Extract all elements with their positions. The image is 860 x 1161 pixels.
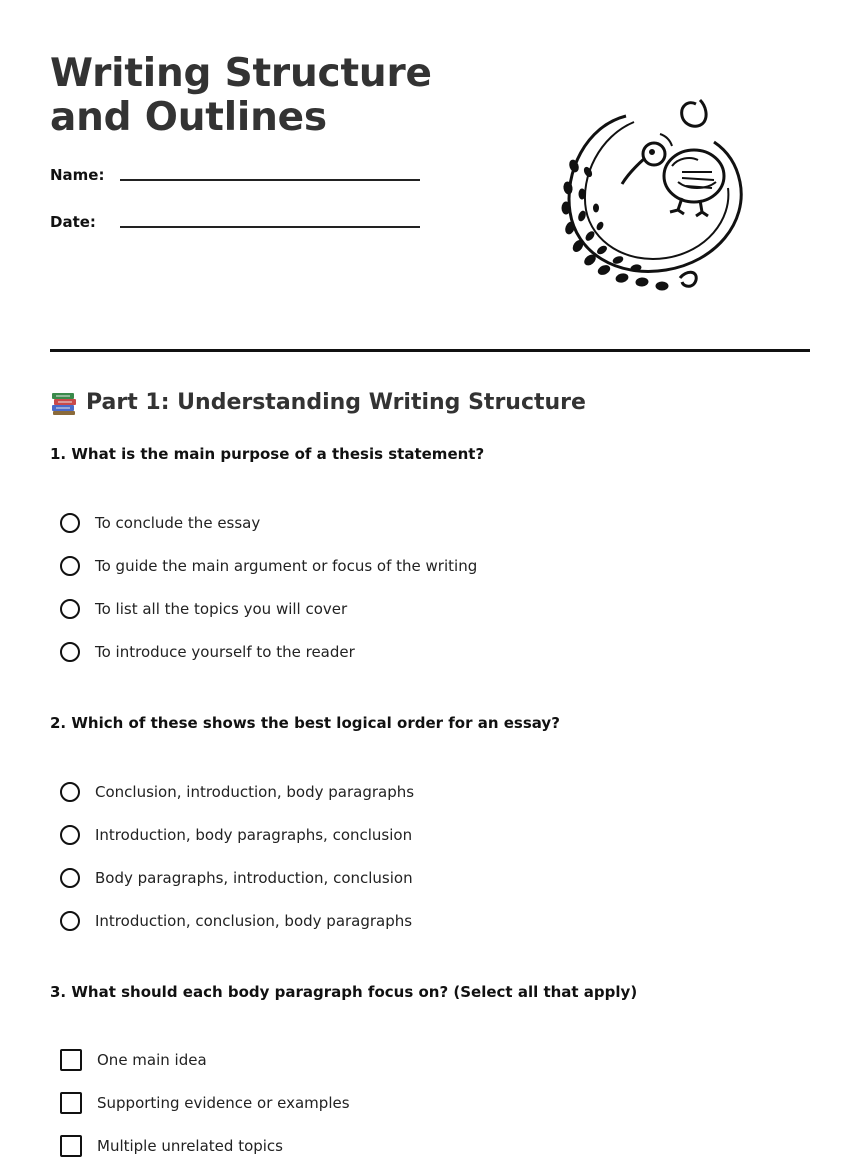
q2-option-2[interactable] [60,822,412,848]
checkbox[interactable] [60,1135,82,1157]
radio-button[interactable] [60,825,80,845]
worksheet-title: Writing Structure and Outlines [50,51,432,140]
books-icon [50,389,78,417]
question-1: 1. What is the main purpose of a thesis statement? [50,445,485,463]
name-field-row [50,165,430,195]
q2-option-1[interactable] [60,779,414,805]
q1-option-1[interactable] [60,510,260,536]
q1-option-2[interactable] [60,553,477,579]
option-label: Supporting evidence or examples [97,1094,350,1112]
radio-button[interactable] [60,599,80,619]
radio-button[interactable] [60,642,80,662]
question-3: 3. What should each body paragraph focus on? (Select all that apply) [50,983,638,1001]
date-input[interactable] [120,226,420,228]
option-label: To conclude the essay [95,514,261,532]
q1-option-3[interactable] [60,596,347,622]
radio-button[interactable] [60,868,80,888]
name-label: Name: [50,166,105,184]
option-label: One main idea [97,1051,207,1069]
q1-option-4[interactable] [60,639,355,665]
section-heading [50,386,586,420]
header-divider [50,349,810,352]
kiwi-bird-logo [556,92,752,298]
option-label: Introduction, conclusion, body paragraphs [95,912,413,930]
option-label: Introduction, body paragraphs, conclusion [95,826,413,844]
option-label: To list all the topics you will cover [95,600,348,618]
option-label: To introduce yourself to the reader [95,643,355,661]
radio-button[interactable] [60,782,80,802]
q3-option-1[interactable] [60,1047,207,1073]
q2-option-4[interactable] [60,908,412,934]
date-label: Date: [50,213,96,231]
option-label: To guide the main argument or focus of the writing [95,557,478,575]
checkbox[interactable] [60,1092,82,1114]
radio-button[interactable] [60,513,80,533]
q3-option-2[interactable] [60,1090,350,1116]
checkbox[interactable] [60,1049,82,1071]
question-2: 2. Which of these shows the best logical order for an essay? [50,714,560,732]
option-label: Conclusion, introduction, body paragraphs [95,783,415,801]
section-heading-text: Part 1: Understanding Writing Structure [86,390,586,415]
date-field-row [50,212,430,242]
option-label: Body paragraphs, introduction, conclusion [95,869,413,887]
name-input[interactable] [120,179,420,181]
q3-option-3[interactable] [60,1133,283,1159]
q2-option-3[interactable] [60,865,413,891]
option-label: Multiple unrelated topics [97,1137,283,1155]
radio-button[interactable] [60,911,80,931]
radio-button[interactable] [60,556,80,576]
